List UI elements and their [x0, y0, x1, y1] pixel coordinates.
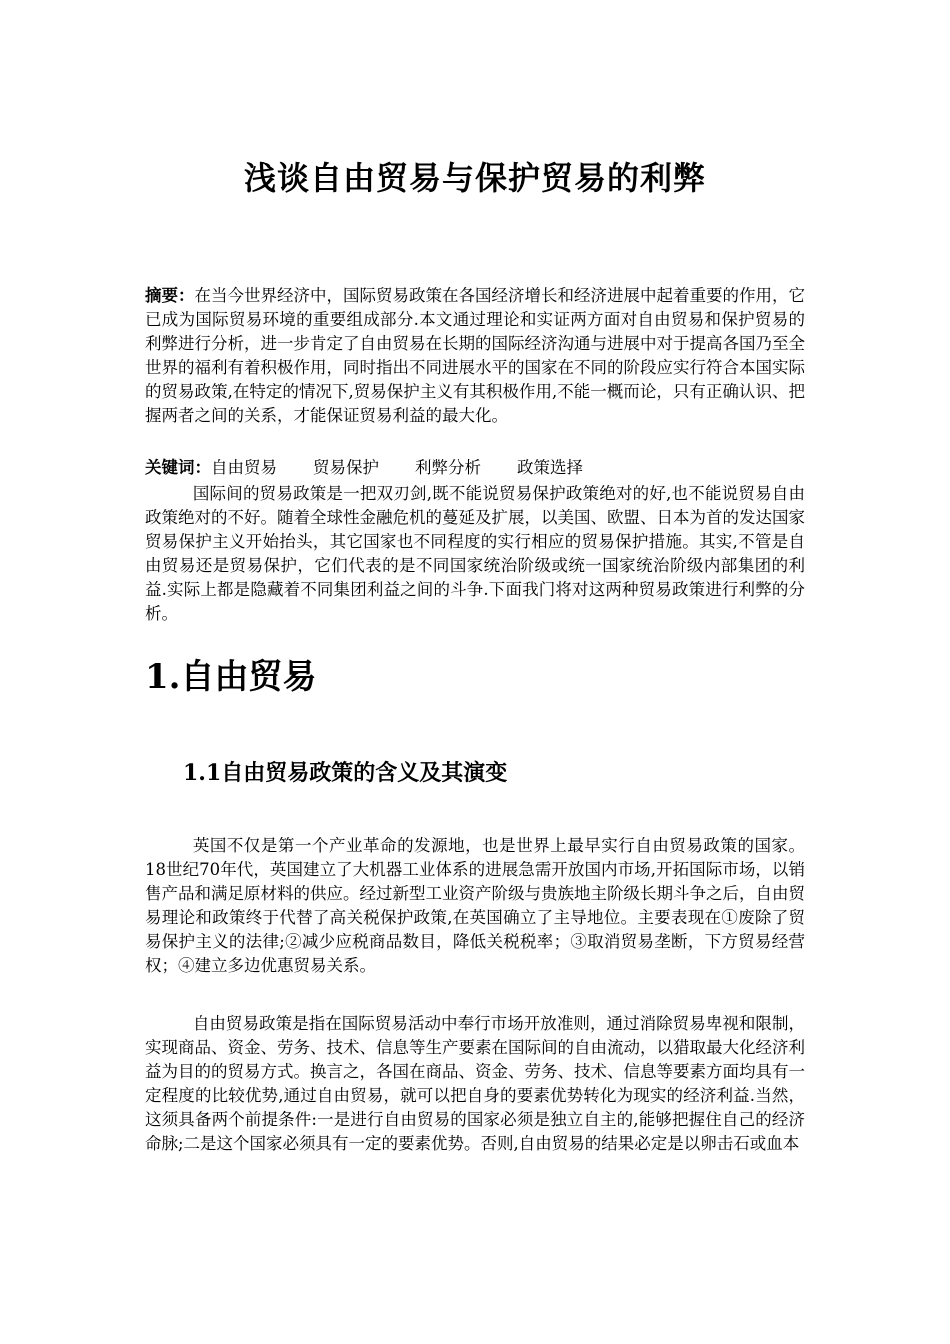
- section-heading: 1.自由贸易: [145, 657, 317, 697]
- abstract-text: 在当今世界经济中，国际贸易政策在各国经济增长和经济进展中起着重要的作用，它已成为国际贸易环境的重要组成部分.本文通过理论和实证两方面对自由贸易和保护贸易的利弊进行分析，进一步肯定了自由贸易在长期的国际经济沟通与进展中对于提高各国乃至全世界的福利有着积极作用，同时指出不同进展水平的国家在不同的阶段应实行符合本国实际的贸易政策,在特定的情况下,贸易保护主义有其积极作用,不能一概而论，只有正确认识、把握两者之间的关系，才能保证贸易利益的最大化。: [145, 286, 805, 425]
- keyword-item: 贸易保护: [313, 458, 379, 477]
- abstract-paragraph: [145, 284, 805, 428]
- keyword-item: 自由贸易: [211, 458, 277, 477]
- intro-paragraph: 国际间的贸易政策是一把双刃剑,既不能说贸易保护政策绝对的好,也不能说贸易自由政策绝对的不好。随着全球性金融危机的蔓延及扩展，以美国、欧盟、日本为首的发达国家贸易保护主义开始抬头，其它国家也不同程度的实行相应的贸易保护措施。其实,不管是自由贸易还是贸易保护，它们代表的是不同国家统治阶级或统一国家统治阶级内部集团的利益.实际上都是隐藏着不同集团利益之间的斗争.下面我门将对这两种贸易政策进行利弊的分析。: [145, 484, 805, 623]
- keywords-label: 关键词：: [145, 458, 211, 477]
- abstract-label: 摘要：: [145, 286, 195, 305]
- document-title: 浅谈自由贸易与保护贸易的利弊: [243, 159, 706, 197]
- body-paragraph-history: 英国不仅是第一个产业革命的发源地，也是世界上最早实行自由贸易政策的国家。18世纪70年代，英国建立了大机器工业体系的进展急需开放国内市场,开拓国际市场，以销售产品和满足原材料的供应。经过新型工业资产阶级与贵族地主阶级长期斗争之后，自由贸易理论和政策终于代替了高关税保护政策,在英国确立了主导地位。主要表现在①废除了贸易保护主义的法律;②减少应税商品数目，降低关税税率；③取消贸易垄断，下方贸易经营权；④建立多边优惠贸易关系。: [145, 836, 805, 975]
- keyword-item: 利弊分析: [415, 458, 481, 477]
- keyword-item: 政策选择: [517, 458, 583, 477]
- body-paragraph-definition: 自由贸易政策是指在国际贸易活动中奉行市场开放准则，通过消除贸易卑视和限制，实现商品、资金、劳务、技术、信息等生产要素在国际间的自由流动，以猎取最大化经济利益为目的的贸易方式。换言之，各国在商品、资金、劳务、技术、信息等要素方面均具有一定程度的比较优势,通过自由贸易，就可以把自身的要素优势转化为现实的经济利益.当然，这须具备两个前提条件:一是进行自由贸易的国家必须是独立自主的,能够把握住自己的经济命脉;二是这个国家必须具有一定的要素优势。否则,自由贸易的结果必定是以卵击石或血本: [145, 1014, 805, 1153]
- subsection-heading: 1.1自由贸易政策的含义及其演变: [183, 760, 508, 786]
- keywords-line: [145, 456, 805, 480]
